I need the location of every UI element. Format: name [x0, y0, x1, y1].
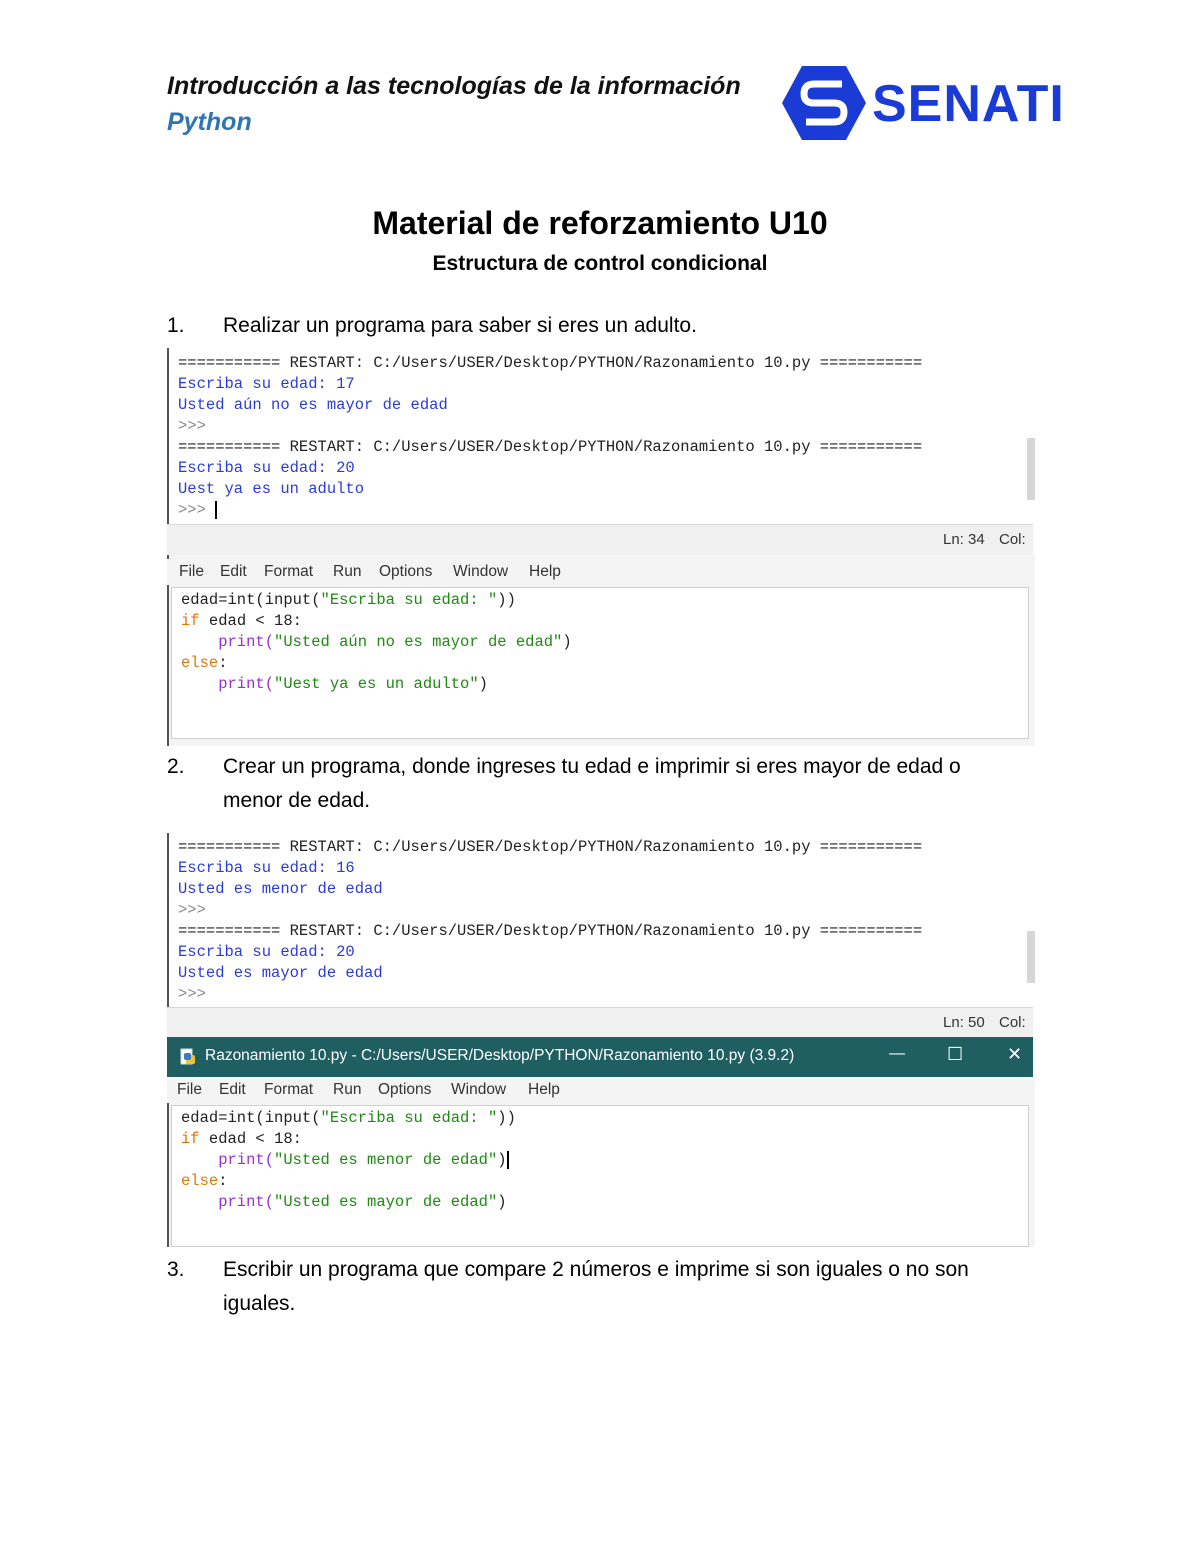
menu-format[interactable]: Format — [264, 563, 314, 580]
shell-output-line: Usted es mayor de edad — [178, 964, 383, 982]
code-line-2: if edad < 18: — [181, 1130, 302, 1148]
code-line-1: edad=int(input("Escriba su edad: ")) — [181, 1109, 516, 1127]
menu-bar — [167, 559, 1033, 585]
code-editor[interactable] — [171, 587, 1029, 739]
maximize-button[interactable]: ☐ — [947, 1044, 964, 1064]
question-text: Escribir un programa que compare 2 números e imprime si son iguales o no son iguales. — [223, 1258, 969, 1315]
shell-ps-line: >>> — [178, 985, 206, 1003]
header-subtitle: Python — [167, 108, 252, 136]
status-bar — [167, 524, 1033, 555]
question-number: 1. — [167, 314, 185, 337]
shell-ps-line — [178, 500, 217, 521]
shell-output-line: Uest ya es un adulto — [178, 480, 365, 498]
question-number: 3. — [167, 1258, 185, 1281]
menu-window[interactable]: Window — [453, 563, 509, 580]
shell-restart-line: =========== RESTART: C:/Users/USER/Desktop/PYTHON/Razonamiento 10.py =========== — [178, 354, 923, 372]
window-title: Razonamiento 10.py - C:/Users/USER/Desktop/PYTHON/Razonamiento 10.py (3.9.2) — [205, 1047, 795, 1064]
shell-restart-line: =========== RESTART: C:/Users/USER/Desktop/PYTHON/Razonamiento 10.py =========== — [178, 922, 923, 940]
menu-options[interactable]: Options — [379, 563, 433, 580]
shell-output — [167, 833, 1035, 1007]
menu-help[interactable]: Help — [529, 563, 561, 580]
idle-screenshot-2 — [167, 833, 1033, 1247]
shell-ps-text: >>> — [178, 501, 216, 519]
shell-ps-line: >>> — [178, 417, 206, 435]
status-col: Col: — [999, 1014, 1026, 1031]
text-cursor — [215, 501, 217, 519]
close-button[interactable]: ✕ — [1007, 1044, 1023, 1064]
menu-bar — [167, 1077, 1033, 1103]
menu-format[interactable]: Format — [264, 1081, 314, 1098]
shell-prompt-line: Escriba su edad: 20 — [178, 459, 355, 477]
menu-edit[interactable]: Edit — [220, 563, 247, 580]
code-line-3: print("Usted aún no es mayor de edad") — [181, 633, 572, 651]
shell-ps-line: >>> — [178, 901, 206, 919]
status-bar — [167, 1007, 1033, 1038]
status-line: Ln: 50 — [943, 1014, 985, 1031]
document-subtitle: Estructura de control condicional — [432, 252, 768, 275]
menu-help[interactable]: Help — [528, 1081, 560, 1098]
code-line-5: print("Uest ya es un adulto") — [181, 675, 488, 693]
question-text: Realizar un programa para saber si eres un adulto. — [223, 314, 697, 337]
question-number: 2. — [167, 755, 185, 778]
status-col: Col: — [999, 531, 1026, 548]
code-line-2: if edad < 18: — [181, 612, 302, 630]
code-line-3: print("Usted es menor de edad") — [181, 1151, 507, 1169]
header-title: Introducción a las tecnologías de la información — [167, 72, 741, 100]
code-line-4: else: — [181, 654, 228, 672]
menu-run[interactable]: Run — [333, 563, 362, 580]
editor-window — [167, 1077, 1035, 1247]
menu-edit[interactable]: Edit — [219, 1081, 246, 1098]
menu-run[interactable]: Run — [333, 1081, 362, 1098]
shell-output-line: Usted aún no es mayor de edad — [178, 396, 448, 414]
menu-file[interactable]: File — [179, 563, 204, 580]
text-cursor — [507, 1151, 509, 1169]
logo-text: SENATI — [872, 75, 1065, 133]
question-text: Crear un programa, donde ingreses tu edad e imprimir si eres mayor de edad o menor de edad. — [223, 755, 961, 812]
shell-scrollbar[interactable] — [1027, 438, 1035, 500]
idle-screenshot-1 — [167, 348, 1033, 746]
code-editor[interactable] — [171, 1105, 1029, 1247]
editor-window — [167, 555, 1035, 746]
shell-restart-line: =========== RESTART: C:/Users/USER/Desktop/PYTHON/Razonamiento 10.py =========== — [178, 438, 923, 456]
status-line: Ln: 34 — [943, 531, 985, 548]
menu-options[interactable]: Options — [378, 1081, 432, 1098]
shell-scrollbar[interactable] — [1027, 931, 1035, 983]
code-line-4: else: — [181, 1172, 228, 1190]
code-line-5: print("Usted es mayor de edad") — [181, 1193, 507, 1211]
window-titlebar — [167, 1037, 1033, 1077]
shell-output — [167, 348, 1035, 524]
menu-window[interactable]: Window — [451, 1081, 507, 1098]
menu-file[interactable]: File — [177, 1081, 202, 1098]
document-title: Material de reforzamiento U10 — [372, 205, 828, 241]
shell-prompt-line: Escriba su edad: 17 — [178, 375, 355, 393]
shell-prompt-line: Escriba su edad: 20 — [178, 943, 355, 961]
shell-restart-line: =========== RESTART: C:/Users/USER/Desktop/PYTHON/Razonamiento 10.py =========== — [178, 838, 923, 856]
python-file-icon — [179, 1048, 197, 1066]
code-line-1: edad=int(input("Escriba su edad: ")) — [181, 591, 516, 609]
shell-output-line: Usted es menor de edad — [178, 880, 383, 898]
shell-prompt-line: Escriba su edad: 16 — [178, 859, 355, 877]
minimize-button[interactable]: — — [889, 1045, 905, 1062]
